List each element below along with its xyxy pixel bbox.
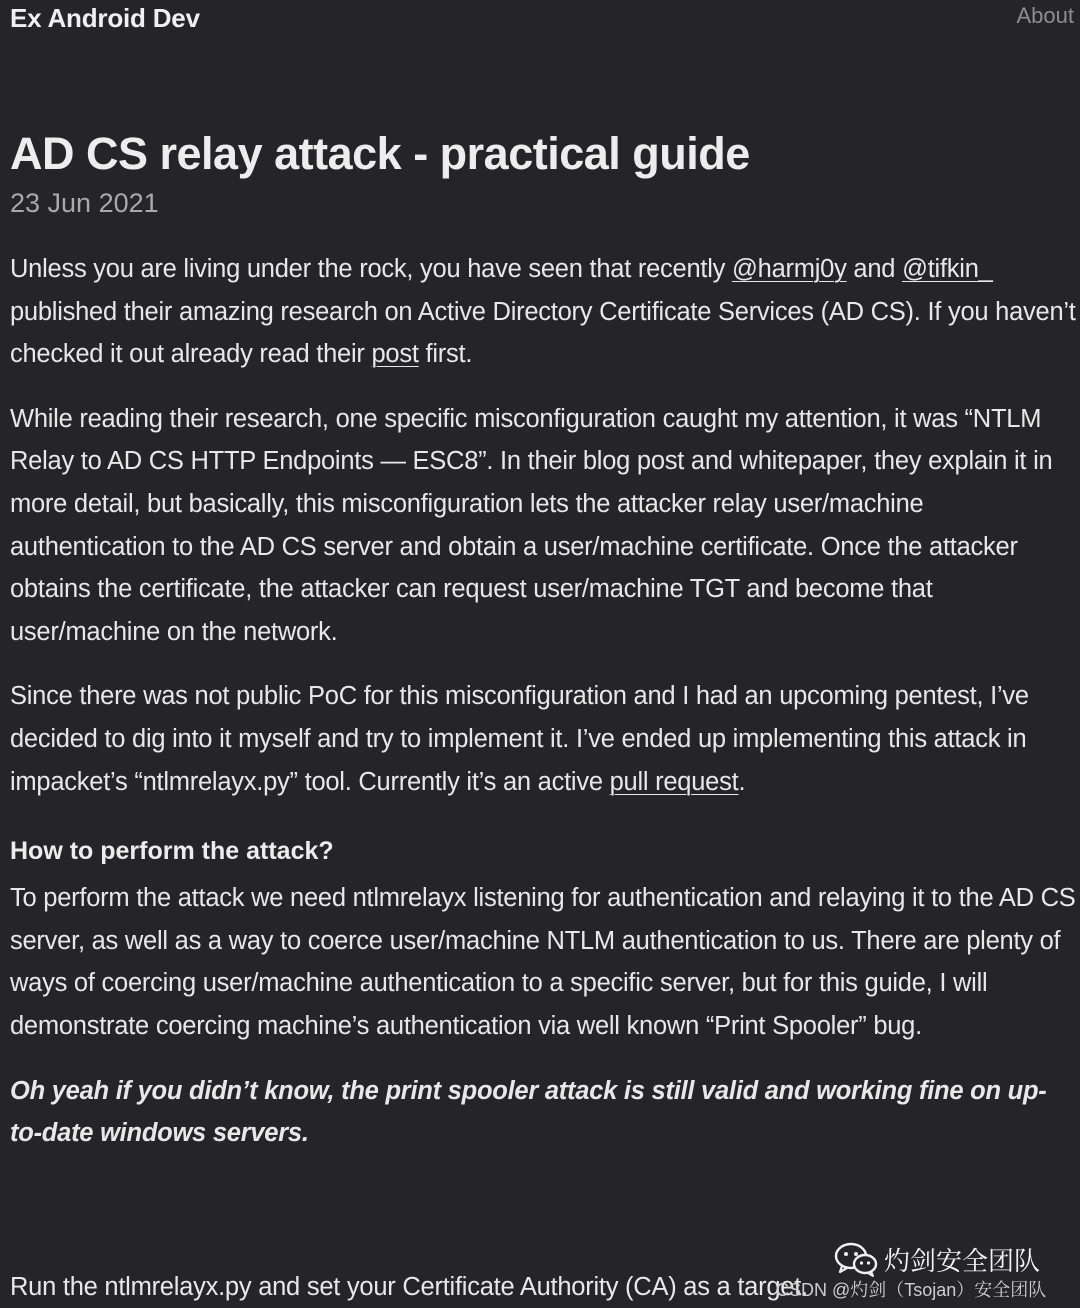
wechat-icon <box>834 1241 878 1277</box>
run-ntlmrelayx-paragraph: Run the ntlmrelayx.py and set your Certificate Authority (CA) as a target. <box>10 1273 808 1301</box>
intro-text-1: Unless you are living under the rock, you have seen that recently <box>10 255 732 283</box>
site-title-link[interactable]: Ex Android Dev <box>10 3 200 33</box>
pull-request-link[interactable]: pull request <box>609 767 739 796</box>
watermark-csdn: CSDN @灼剑（Tsojan）安全团队 <box>776 1280 1047 1300</box>
attack-paragraph: To perform the attack we need ntlmrelayx listening for authentication and relaying it to the AD CS server, as well as a way to coerce user/machine NTLM authentication to us. There are plenty of ways of coercing user/machine authentication to a specific server, but for this guide, I will demonstrate coercing machine’s authentication via well known “Print Spooler” bug. <box>10 884 1076 1040</box>
intro-text-3: published their amazing research on Active Directory Certificate Services (AD CS). If you haven’t checked it out already read their <box>10 297 1076 369</box>
print-spooler-note: Oh yeah if you didn’t know, the print spooler attack is still valid and working fine on up-to-date windows servers. <box>10 1076 1047 1148</box>
watermark-main-text: 灼剑安全团队 <box>884 1245 1041 1276</box>
implementation-text-1: Since there was not public PoC for this misconfiguration and I had an upcoming pentest, I’ve decided to dig into it myself and try to implement it. I’ve ended up implementing this attack in impacket’s “ntlmrelayx.py” tool. Currently it’s an active <box>10 682 1029 796</box>
research-paragraph: While reading their research, one specific misconfiguration caught my attention, it was “NTLM Relay to AD CS HTTP Endpoints — ESC8”. In their blog post and whitepaper, they explain it in more detail, but basically, this misconfiguration lets the attacker relay user/machine authentication to the AD CS server and obtain a user/machine certificate. Once the attacker obtains the certificate, the attacker can request user/machine TGT and become that user/machine on the network. <box>10 404 1053 646</box>
tifkin-link[interactable]: @tifkin_ <box>902 255 993 283</box>
implementation-paragraph <box>10 675 1076 803</box>
harmj0y-link[interactable]: @harmj0y <box>732 255 847 283</box>
about-link[interactable]: About <box>1016 3 1074 28</box>
intro-text-2: and <box>846 255 903 283</box>
post-date: 23 Jun 2021 <box>10 188 159 218</box>
section-heading: How to perform the attack? <box>10 837 334 866</box>
intro-paragraph <box>10 248 1076 376</box>
watermark-main <box>834 1240 1040 1278</box>
intro-text-4: first. <box>418 340 473 369</box>
post-link[interactable]: post <box>371 340 419 369</box>
site-header <box>0 0 1080 40</box>
post-title: AD CS relay attack - practical guide <box>10 128 750 179</box>
post-content <box>10 248 1076 1155</box>
implementation-text-2: . <box>738 767 746 796</box>
